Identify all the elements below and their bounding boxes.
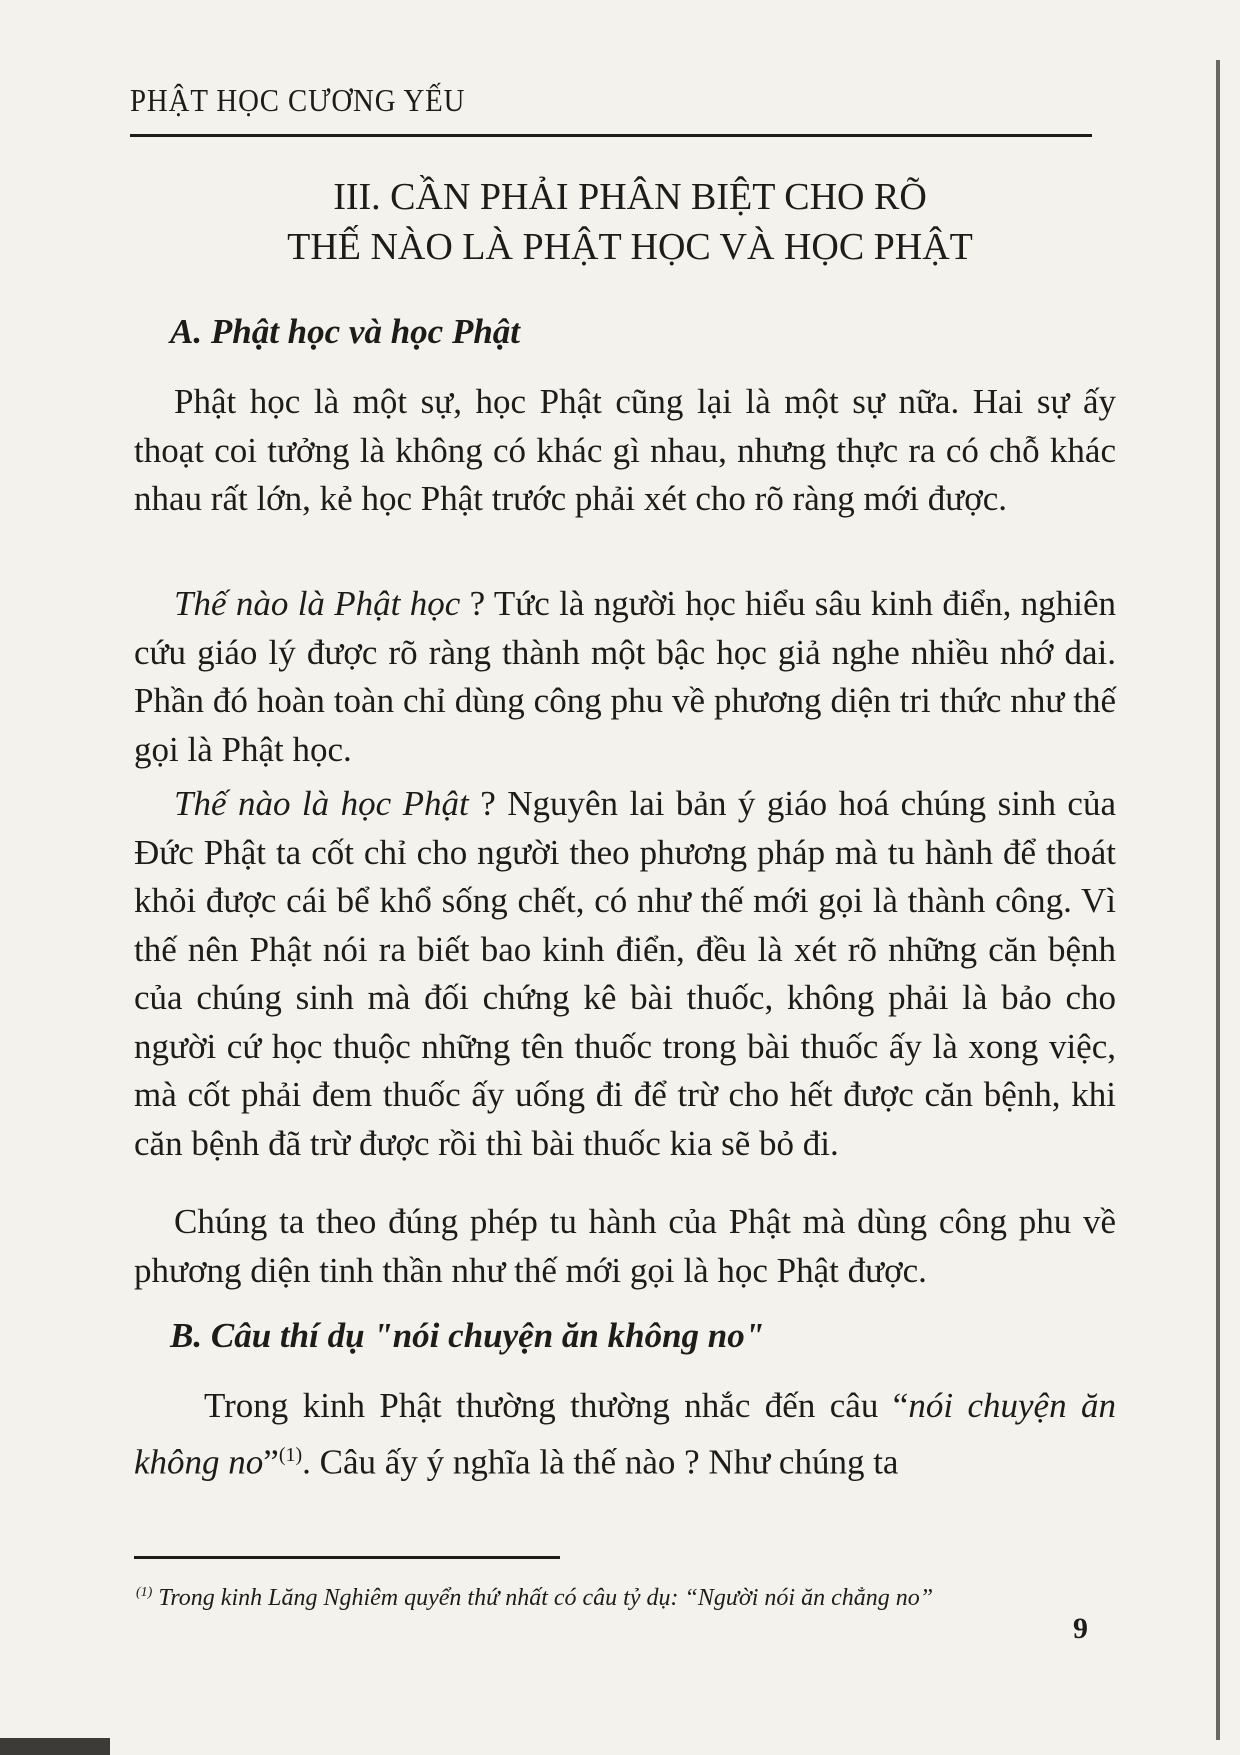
section-b-heading: B. Câu thí dụ "nói chuyện ăn không no" [170, 1316, 765, 1355]
running-header: PHẬT HỌC CƯƠNG YẾU [130, 82, 466, 118]
footnote-marker: (1) [136, 1585, 153, 1600]
section-a-heading: A. Phật học và học Phật [170, 312, 521, 351]
footnote-text: Trong kinh Lăng Nghiêm quyển thứ nhất có câu tỷ dụ: “Người nói ăn chẳng no” [152, 1585, 934, 1611]
chapter-title-line-1: III. CẦN PHẢI PHÂN BIỆT CHO RÕ [333, 176, 927, 218]
page-number: 9 [1073, 1612, 1088, 1645]
footnote-reference[interactable]: (1) [278, 1443, 303, 1466]
paragraph-2 [134, 580, 1116, 774]
header-rule [130, 134, 1092, 137]
paragraph-5-start: Trong kinh Phật thường thường nhắc đến câu “ [204, 1386, 909, 1425]
paragraph-2-lead: Thế nào là Phật học [174, 584, 461, 623]
paragraph-5-quote: nói chuyện ăn không no [134, 1386, 1116, 1482]
chapter-title-line-2: THẾ NÀO LÀ PHẬT HỌC VÀ HỌC PHẬT [287, 226, 973, 268]
paragraph-5-end: . Câu ấy ý nghĩa là thế nào ? Như chúng ta [302, 1442, 899, 1482]
paragraph-5 [134, 1382, 1116, 1487]
footnote-rule [134, 1556, 560, 1559]
paragraph-5-quote-close: ” [263, 1442, 279, 1482]
footnote [136, 1585, 933, 1612]
page-edge-shadow [1216, 60, 1220, 1740]
paragraph-1: Phật học là một sự, học Phật cũng lại là một sự nữa. Hai sự ấy thoạt coi tưởng là không có khác gì nhau, nhưng thực ra có chỗ khác nhau rất lớn, kẻ học Phật trước phải xét cho rõ ràng mới được. [134, 382, 1116, 518]
paragraph-3 [134, 780, 1116, 1168]
paragraph-3-text: ? Nguyên lai bản ý giáo hoá chúng sinh của Đức Phật ta cốt chỉ cho người theo phương pháp mà tu hành để thoát khỏi được cái bể khổ sống chết, có như thế mới gọi là thành công. Vì thế nên Phật nói ra biết bao kinh điển, đều là xét rõ những căn bệnh của chúng sinh mà đối chứng kê bài thuốc, không phải là bảo cho người cứ học thuộc những tên thuốc trong bài thuốc ấy là xong việc, mà cốt phải đem thuốc ấy uống đi để trừ cho hết được căn bệnh, khi căn bệnh đã trừ được rồi thì bài thuốc kia sẽ bỏ đi. [134, 784, 1116, 1163]
scan-edge-shadow [0, 1738, 110, 1755]
paragraph-2-text: ? Tức là người học hiểu sâu kinh điển, nghiên cứu giáo lý được rõ ràng thành một bậc học giả nghe nhiều nhớ dai. Phần đó hoàn toàn chỉ dùng công phu về phương diện tri thức như thế gọi là Phật học. [134, 584, 1116, 769]
paragraph-3-lead: Thế nào là học Phật [174, 784, 469, 823]
paragraph-4: Chúng ta theo đúng phép tu hành của Phật mà dùng công phu về phương diện tinh thần như thế mới gọi là học Phật được. [134, 1202, 1116, 1290]
